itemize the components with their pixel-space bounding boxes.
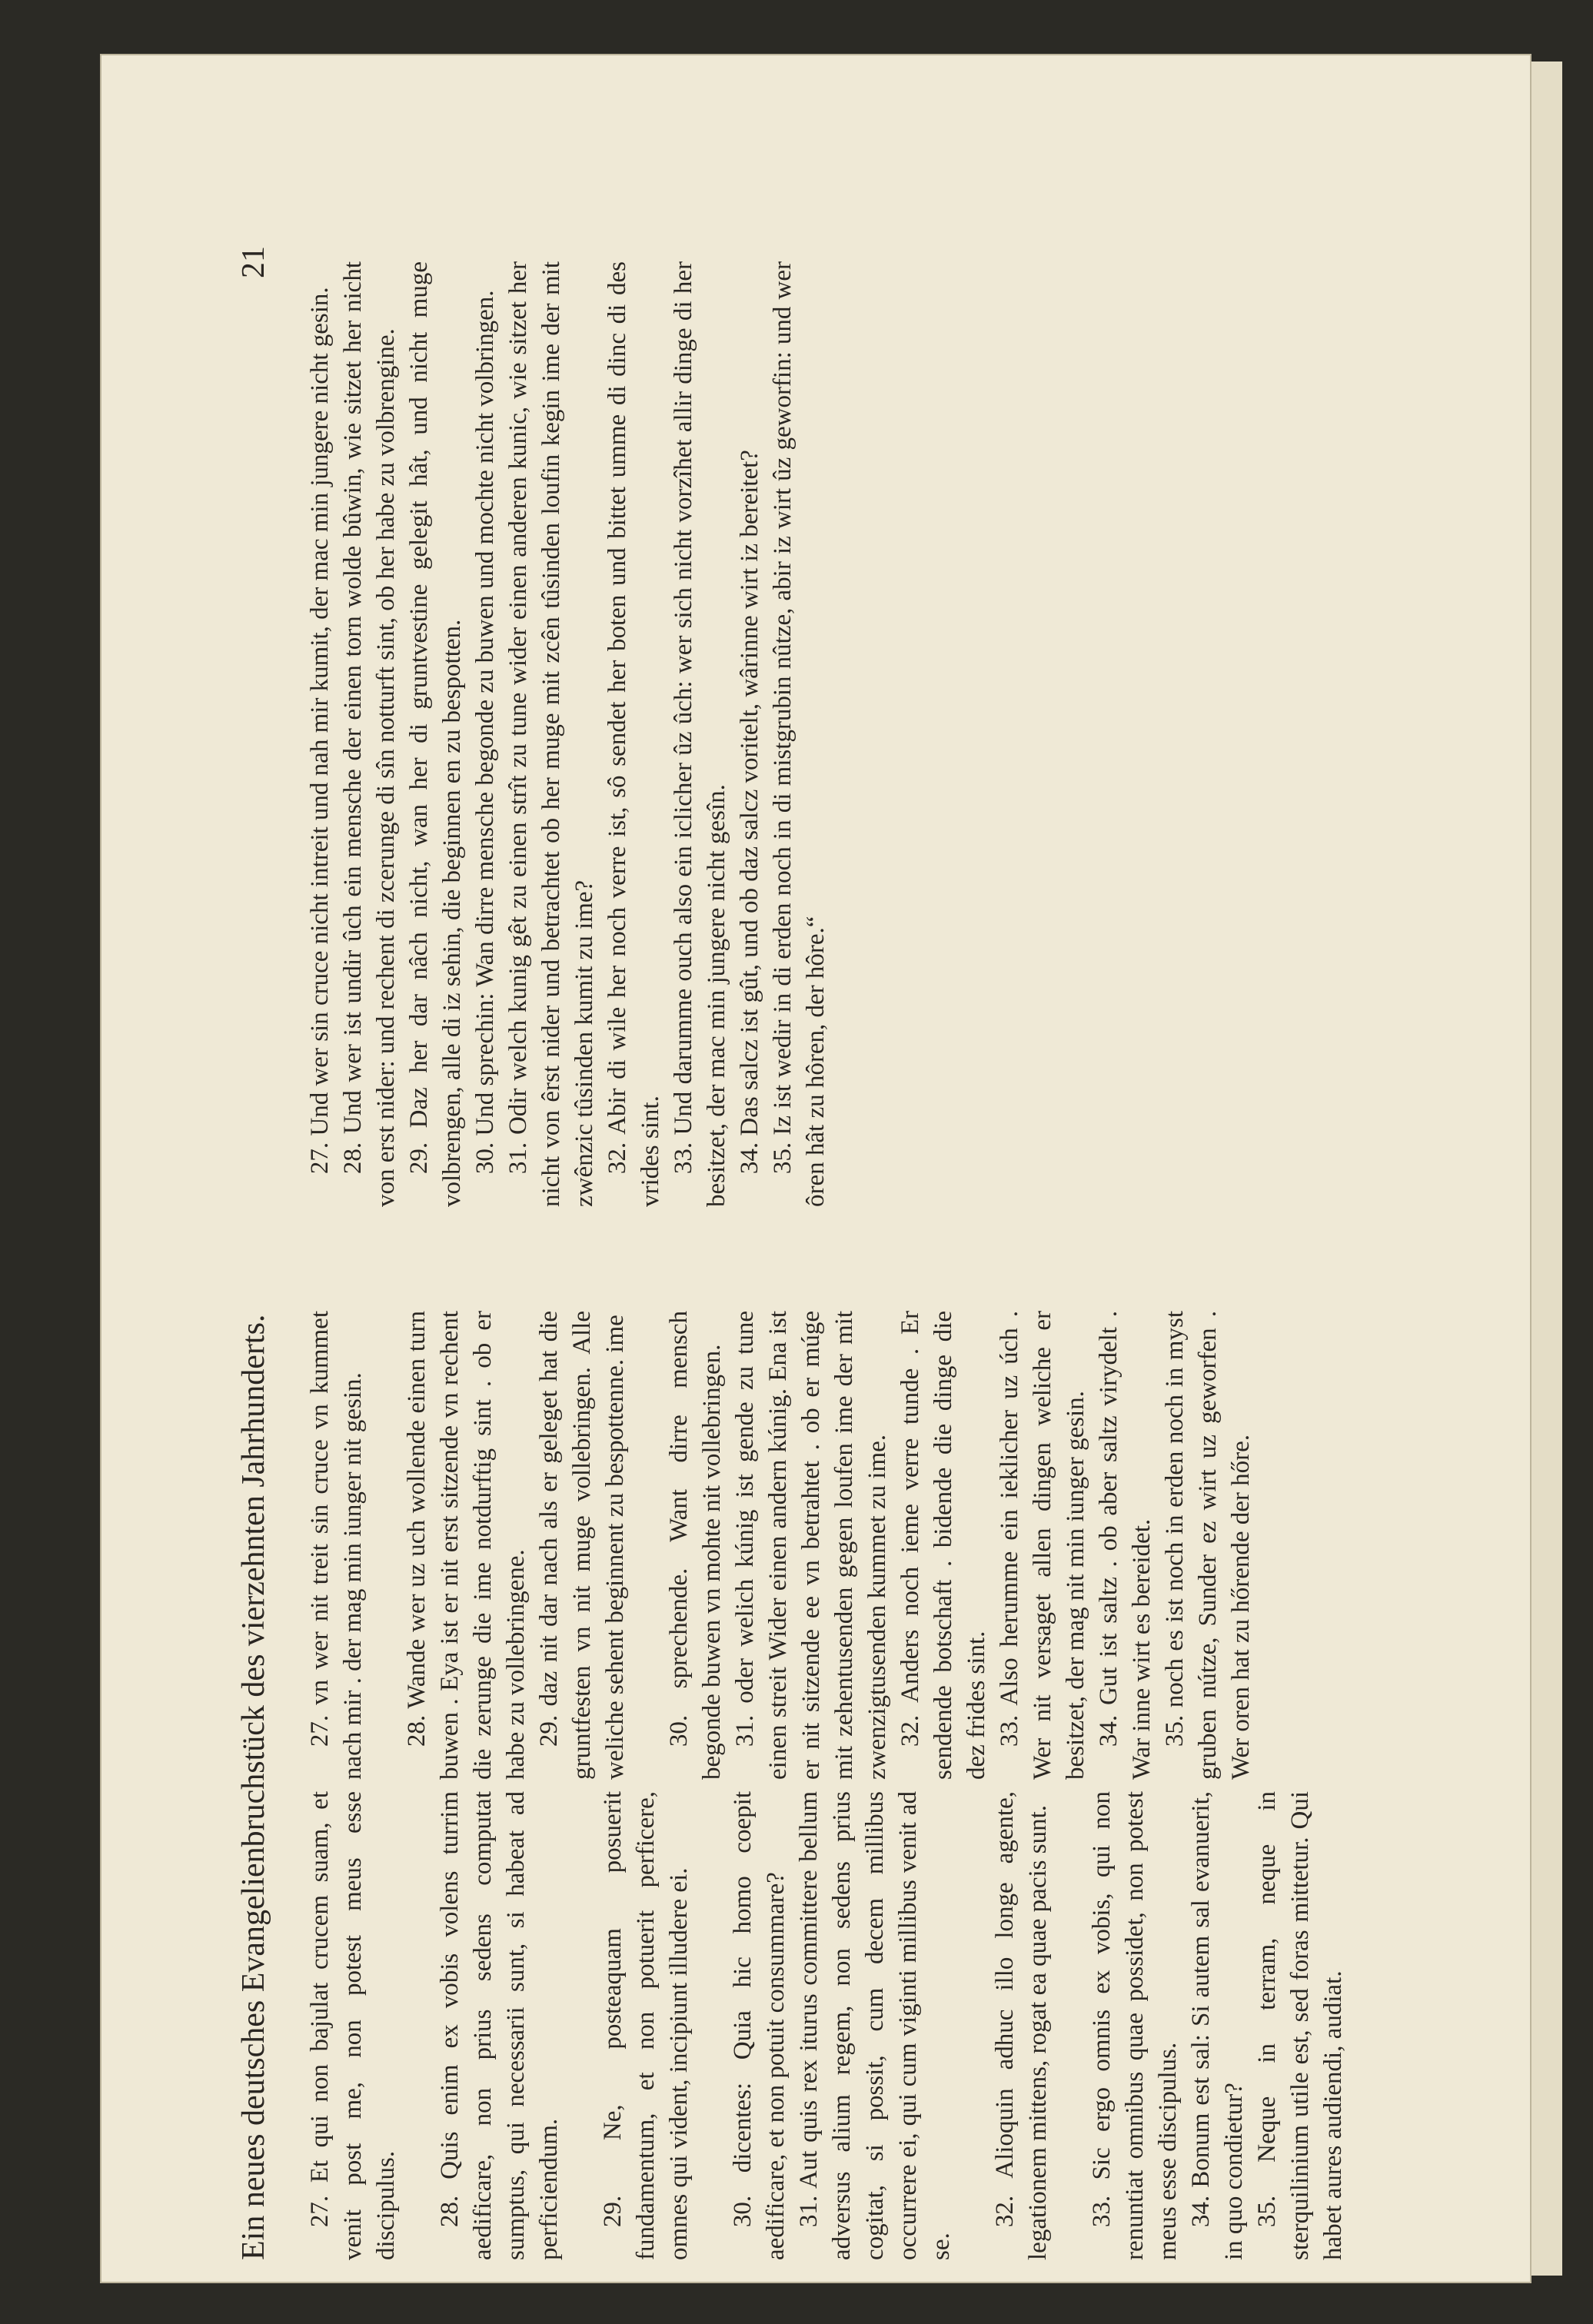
latin-verse: 29. Ne, posteaquam posuerit fundamentum, et non potuerit perficere, omnes qui vident, incipiunt illudere ei. [599,1791,693,2260]
german-a-verse: 34. Gut ist saltz . ob aber saltz virydelt . War inne wirt es bereidet. [1095,1311,1156,1780]
latin-verse: 30. dicentes: Quia hic homo coepit aedificare, et non potuit consummare? [729,1791,790,2260]
german-b-verse: 35. Iz ist wedir in di erden noch in di mistgrubin nûtze, abir iz wirt ûz geworfin: und wer ôren hât zu hôren, der hôre.“ [769,261,830,1207]
german-column-b [304,261,1319,1207]
german-a-verse: 27. vn wer nit treit sin cruce vn kummet nach mir . der mag min iunger nit gesin. [306,1311,367,1780]
german-a-verse: 35. noch es ist noch in erden noch in myst gruben nútze, Sunder ez wirt uz geworfen . Wer oren hat zu hőrende der hőre. [1161,1311,1255,1780]
german-a-verse: 30. sprechende. Want dirre mensch begonde buwen vn mohte nit vollebringen. [665,1311,726,1780]
german-b-verse: 29. Daz her dar nâch nicht, wan her di gruntvestine gelegit hât, und nicht muge volbrengen, alle di iz sehin, die beginnen en zu bespotten. [405,261,466,1207]
latin-verse: 32. Alioquin adhuc illo longe agente, legationem mittens, rogat ea quae pacis sunt. [991,1791,1052,2260]
page-edge [1531,62,1562,2276]
german-a-verse: 32. Anders noch ieme verre tunde . Er sendende botschaft . bidende die dinge die dez frides sint. [896,1311,990,1780]
german-b-verse: 34. Das salcz ist gût, und ob daz salcz voritelt, wârinne wirt iz bereitet? [736,450,763,1175]
german-a-verse: 31. oder welich kúnig ist gende zu tune einen streit Wider einen andern kúnig. Ena ist er nit sitzende ee vn betrahtet . ob er múge mit zehentusenden gegen loufen ime der mit zwenzigtusenden kummet zu ime. [731,1311,891,1780]
german-text-a [304,1311,1258,1780]
german-text-b [304,261,833,1207]
page-number: 21 [236,246,271,278]
running-header [231,246,277,2260]
german-a-verse: 29. daz nit dar nach als er geleget hat die gruntfesten vn nit muge vollebringen. Alle weliche sehent beginnent zu bespottenne. ime [535,1311,629,1780]
latin-verse: 35. Neque in terram, neque in sterquilinium utile est, sed foras mittetur. Qui habet aures audiendi, audiat. [1253,1791,1347,2260]
german-b-verse: 32. Abir di wile her noch verre ist, sô sendet her boten und bittet umme di dinc di des vrides sint. [604,261,664,1207]
german-a-verse: 28. Wande wer uz uch wollende einen turn buwen . Eya ist er nit erst sitzende vn rechent die zerunge die ime notdurftig sint . ob er habe zu vollebringene. [403,1311,530,1780]
german-b-verse: 31. Odir welch kunig gêt zu einen strît zu tune wider einen anderen kunic, wie sitzet her nicht von êrst nider und betrachtet ob her muge mit zcên tûsinden loufin kegin ime der mit zwênzic tûsinden kumit zu ime? [504,261,598,1207]
latin-verse: 34. Bonum est sal: Si autem sal evanuerit, in quo condietur? [1187,1791,1248,2260]
rotated-text-block [231,231,1347,2291]
german-a-verse: 33. Also herumme ein ieklicher uz úch . Wer nit versaget allen dingen weliche er besitzet, der mag nit min iunger gesin. [996,1311,1089,1780]
latin-column [304,1311,1347,2260]
running-title: Ein neues deutsches Evangelienbruchstück des vierzehnten Jahrhunderts. [236,1314,271,2260]
german-b-verse: 33. Und darumme ouch also ein iclicher ûz ûch: wer sich nicht vorzîhet allir dinge di her besitzet, der mac min jungere nicht gesîn. [670,261,730,1207]
latin-verse: 33. Sic ergo omnis ex vobis, qui non renuntiat omnibus quae possidet, non potest meus esse discipulus. [1088,1791,1182,2260]
latin-verse: 31. Aut quis rex iturus committere bellum adversus alium regem, non sedens prius cogitat, si possit, cum decem millibus occurrere ei, qui cum viginti millibus venit ad se. [795,1791,955,2260]
german-b-verse: 30. Und sprechin: Wan dirre mensche begonde zu buwen und mochte nicht volbringen. [471,290,499,1175]
german-b-verse: 28. Und wer ist undir ûch ein mensche der einen torn wolde bûwin, wie sitzet her nicht von erst nider: und rechent di zcerunge di sîn notturft sint, ob her habe zu volbrengine. [339,261,400,1207]
latin-text [304,1791,1350,2260]
latin-verse: 28. Quis enim ex vobis volens turrim aedificare, non prius sedens computat sumptus, qui necessarii sunt, si habeat ad perficiendum. [436,1791,563,2260]
german-b-verse: 27. Und wer sin cruce nicht intreit und nah mir kumit, der mac min jungere nicht gesin. [306,287,334,1175]
latin-verse: 27. Et qui non bajulat crucem suam, et venit post me, non potest meus esse discipulus. [306,1791,400,2260]
